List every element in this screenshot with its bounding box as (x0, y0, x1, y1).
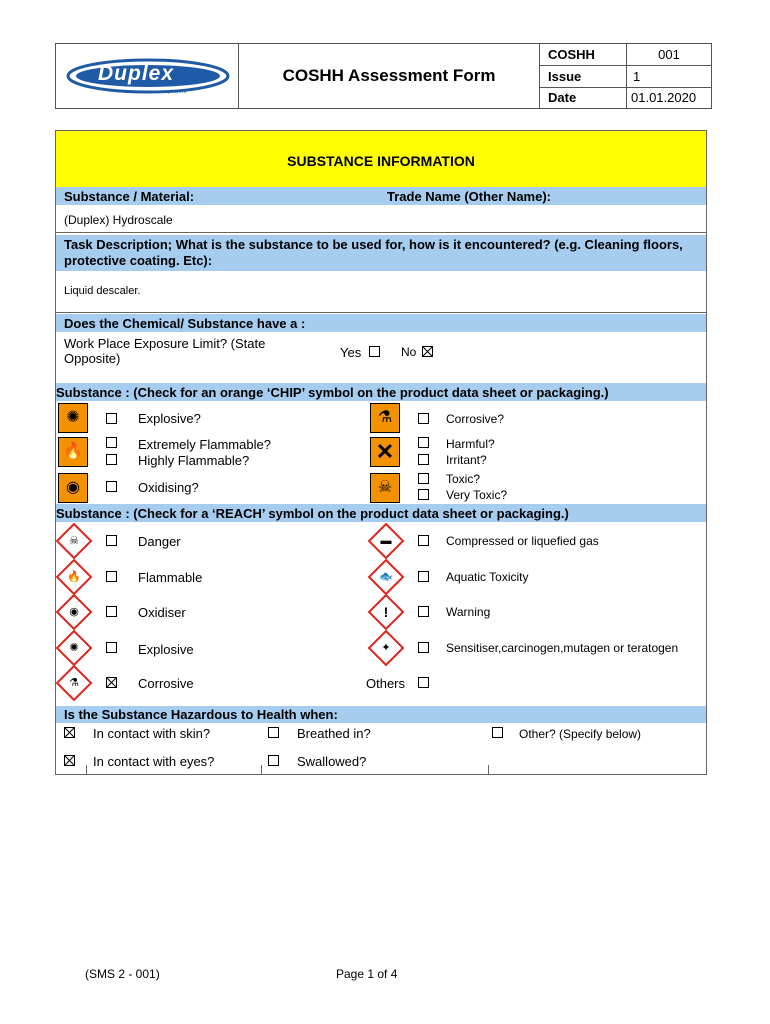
ghs-flame-icon: 🔥 (56, 559, 93, 596)
trade-name-label: Trade Name (Other Name): (387, 189, 551, 204)
aquatic-checkbox[interactable] (418, 571, 429, 582)
other-checkbox[interactable] (492, 727, 503, 738)
task-value[interactable]: Liquid descaler. (64, 285, 141, 297)
corrosive-chip-icon: ⚗ (370, 403, 400, 433)
divider (56, 312, 706, 313)
skin-checkbox[interactable] (64, 727, 75, 738)
section-title: SUBSTANCE INFORMATION (287, 153, 475, 169)
reach-sensitiser-label: Sensitiser,carcinogen,mutagen or teratogen (446, 641, 679, 655)
issue-label: Issue (540, 66, 627, 87)
ghs-gas-icon: ▬ (368, 523, 405, 560)
health-heading: Is the Substance Hazardous to Health when: (64, 707, 338, 722)
footer-ref: (SMS 2 - 001) (85, 967, 160, 981)
chip-irritant-label: Irritant? (446, 453, 487, 467)
chip-toxic-label: Toxic? (446, 472, 481, 486)
date-value: 01.01.2020 (627, 87, 712, 108)
swallowed-checkbox[interactable] (268, 755, 279, 766)
coshh-value: 001 (627, 44, 712, 66)
chip-extremely-flammable-label: Extremely Flammable? (138, 437, 271, 452)
coshh-label: COSHH (540, 44, 627, 66)
warning-checkbox[interactable] (418, 606, 429, 617)
toxic-checkbox[interactable] (418, 473, 429, 484)
material-label: Substance / Material: (64, 189, 195, 204)
reach-corrosive-checkbox[interactable] (106, 677, 117, 688)
chip-very-toxic-label: Very Toxic? (446, 488, 508, 502)
corrosive-checkbox[interactable] (418, 413, 429, 424)
breathed-checkbox[interactable] (268, 727, 279, 738)
date-label: Date (540, 87, 627, 108)
highly-flammable-checkbox[interactable] (106, 454, 117, 465)
chip-heading: Substance : (Check for an orange ‘CHIP’ symbol on the product data sheet or packaging.) (56, 385, 609, 400)
divider (56, 232, 706, 233)
flame-chip-icon: 🔥 (58, 437, 88, 467)
health-breathed-label: Breathed in? (297, 726, 371, 741)
ghs-health-icon: ☠ (56, 523, 93, 560)
eyes-checkbox[interactable] (64, 755, 75, 766)
ghs-oxidiser-icon: ◉ (56, 594, 93, 631)
divider (261, 765, 262, 775)
reach-explosive-checkbox[interactable] (106, 642, 117, 653)
sensitiser-checkbox[interactable] (418, 642, 429, 653)
others-checkbox[interactable] (418, 677, 429, 688)
oxidiser-checkbox[interactable] (106, 606, 117, 617)
logo-cell (56, 44, 239, 109)
reach-aquatic-label: Aquatic Toxicity (446, 570, 529, 584)
danger-checkbox[interactable] (106, 535, 117, 546)
explosive-chip-icon: ✺ (58, 403, 88, 433)
task-label: Task Description; What is the substance to be used for, how is it encountered? (e.g. Cleaning floors, protective coating. Etc): (64, 237, 683, 268)
reach-warning-label: Warning (446, 605, 491, 619)
chip-corrosive-label: Corrosive? (446, 412, 505, 426)
irritant-checkbox[interactable] (418, 454, 429, 465)
compressed-gas-checkbox[interactable] (418, 535, 429, 546)
divider (488, 765, 489, 775)
substance-info-box (55, 130, 707, 775)
duplex-logo (56, 44, 238, 108)
harmful-chip-icon: ✕ (370, 437, 400, 467)
chip-harmful-label: Harmful? (446, 437, 495, 451)
chip-highly-flammable-label: Highly Flammable? (138, 453, 250, 468)
footer-page: Page 1 of 4 (336, 967, 398, 981)
wel-yes-checkbox[interactable] (369, 346, 380, 357)
title-cell (239, 44, 540, 109)
very-toxic-checkbox[interactable] (418, 489, 429, 500)
ghs-explosive-icon: ✺ (56, 630, 93, 667)
reach-danger-label: Danger (138, 534, 181, 549)
chip-explosive-label: Explosive? (138, 411, 201, 426)
health-eyes-label: In contact with eyes? (93, 754, 215, 769)
health-swallowed-label: Swallowed? (297, 754, 367, 769)
ghs-health-hazard-icon: ✦ (368, 630, 405, 667)
toxic-chip-icon: ☠ (370, 473, 400, 503)
wel-question: Work Place Exposure Limit? (State Opposite) (64, 336, 266, 366)
reach-others-label: Others (366, 676, 406, 691)
ghs-exclamation-icon: ! (368, 594, 405, 631)
divider (86, 765, 87, 775)
wel-no-checkbox[interactable] (422, 346, 433, 357)
health-other-label: Other? (Specify below) (519, 727, 642, 741)
chip-oxidising-label: Oxidising? (138, 480, 199, 495)
harmful-checkbox[interactable] (418, 437, 429, 448)
flammable-checkbox[interactable] (106, 571, 117, 582)
wel-heading: Does the Chemical/ Substance have a : (64, 316, 306, 331)
ghs-environment-icon: 🐟 (368, 559, 405, 596)
issue-value: 1 (627, 66, 712, 87)
logo-text: Duplex (98, 62, 175, 85)
wel-no-label: No (401, 345, 417, 359)
reach-compressed-label: Compressed or liquefied gas (446, 534, 599, 548)
logo-tagline: CLEANING MACHINES (U.K.) LTD (124, 89, 187, 94)
health-skin-label: In contact with skin? (93, 726, 211, 741)
extremely-flammable-checkbox[interactable] (106, 437, 117, 448)
reach-corrosive-label: Corrosive (138, 676, 194, 691)
wel-yes-label: Yes (340, 345, 362, 360)
reach-flammable-label: Flammable (138, 570, 203, 585)
explosive-checkbox[interactable] (106, 413, 117, 424)
oxidising-checkbox[interactable] (106, 481, 117, 492)
material-value[interactable]: (Duplex) Hydroscale (64, 213, 173, 227)
page-title: COSHH Assessment Form (282, 66, 496, 85)
ghs-corrosive-icon: ⚗ (56, 665, 93, 702)
reach-heading: Substance : (Check for a ‘REACH’ symbol on the product data sheet or packaging.) (56, 506, 569, 521)
reach-explosive-label: Explosive (138, 642, 194, 657)
header-table (55, 43, 712, 109)
oxidising-chip-icon: ◉ (58, 473, 88, 503)
reach-oxidiser-label: Oxidiser (138, 605, 186, 620)
